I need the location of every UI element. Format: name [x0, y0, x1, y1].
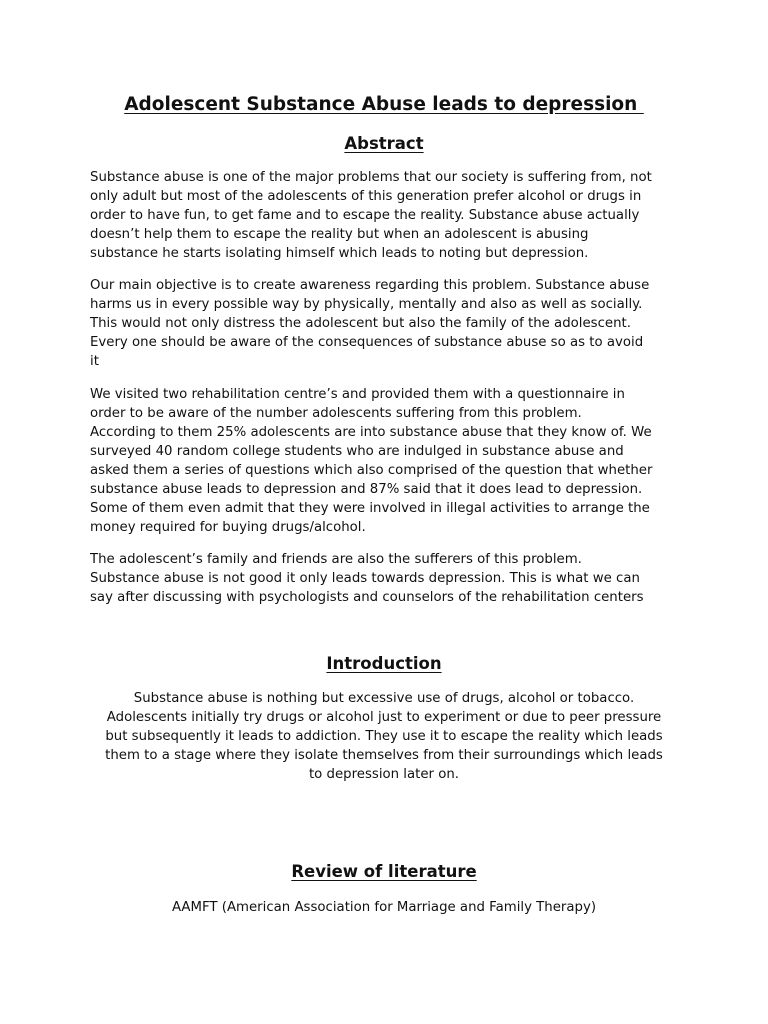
text-line: only adult but most of the adolescents of this generation prefer alcohol or drugs in — [90, 189, 642, 204]
text-line: This would not only distress the adolescent but also the family of the adolescent. — [90, 316, 631, 331]
introduction-heading: Introduction — [326, 654, 442, 673]
text-line: to depression later on. — [308, 767, 460, 782]
text-line: substance he starts isolating himself which leads to noting but depression. — [90, 246, 589, 261]
text-line: say after discussing with psychologists and counselors of the rehabilitation centers — [90, 590, 644, 605]
text-line: Substance abuse is one of the major problems that our society is suffering from, not — [90, 170, 652, 185]
text-line: doesn’t help them to escape the reality but when an adolescent is abusing — [90, 227, 589, 242]
text-line: Our main objective is to create awareness regarding this problem. Substance abuse — [90, 278, 650, 293]
text-line: them to a stage where they isolate themselves from their surroundings which leads — [105, 748, 663, 763]
text-line: order to have fun, to get fame and to escape the reality. Substance abuse actually — [90, 208, 640, 223]
text-line: it — [90, 354, 99, 369]
text-line: According to them 25% adolescents are into substance abuse that they know of. We — [90, 425, 652, 440]
abstract-paragraph-3 — [90, 385, 690, 537]
text-line: harms us in every possible way by physically, mentally and also as well as socially. — [90, 297, 643, 312]
text-line: The adolescent’s family and friends are also the sufferers of this problem. — [90, 552, 582, 567]
review-item: AAMFT (American Association for Marriage and Family Therapy) — [171, 900, 597, 915]
text-line: We visited two rehabilitation centre’s and provided them with a questionnaire in — [90, 387, 625, 402]
review-heading: Review of literature — [291, 862, 477, 881]
text-line: but subsequently it leads to addiction. They use it to escape the reality which leads — [105, 729, 663, 744]
abstract-paragraph-2 — [90, 276, 690, 371]
text-line: Adolescents initially try drugs or alcohol just to experiment or due to peer pressure — [106, 710, 662, 725]
introduction-paragraph — [84, 689, 684, 784]
abstract-paragraph-1 — [90, 168, 690, 263]
document-title: Adolescent Substance Abuse leads to depression — [124, 94, 644, 115]
text-line: money required for buying drugs/alcohol. — [90, 520, 366, 535]
text-line: substance abuse leads to depression and 87% said that it does lead to depression. — [90, 482, 643, 497]
text-line: Some of them even admit that they were involved in illegal activities to arrange the — [90, 501, 650, 516]
abstract-heading: Abstract — [344, 134, 424, 153]
text-line: Every one should be aware of the consequences of substance abuse so as to avoid — [90, 335, 644, 350]
text-line: surveyed 40 random college students who are indulged in substance abuse and — [90, 444, 624, 459]
text-line: Substance abuse is not good it only leads towards depression. This is what we can — [90, 571, 640, 586]
text-line: asked them a series of questions which also comprised of the question that whether — [90, 463, 653, 478]
abstract-paragraph-4 — [90, 550, 690, 607]
text-line: order to be aware of the number adolescents suffering from this problem. — [90, 406, 582, 421]
text-line: Substance abuse is nothing but excessive use of drugs, alcohol or tobacco. — [133, 691, 635, 706]
